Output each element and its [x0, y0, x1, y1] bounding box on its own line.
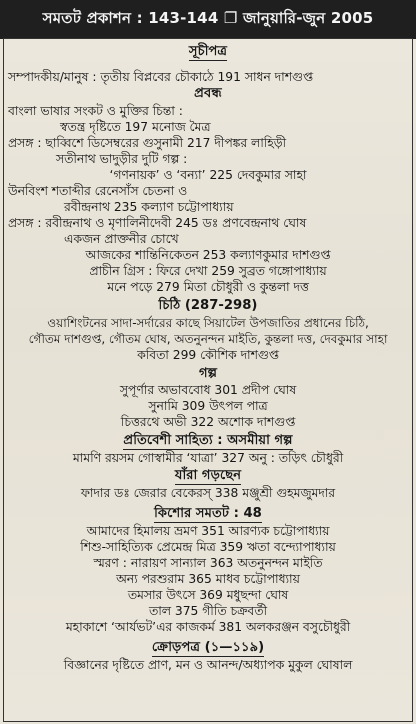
- prabandha-line-5: ‘গণনায়ক’ ও ‘বন্যা’ 225 দেবকুমার সাহা: [109, 168, 307, 182]
- golpo-line-2: সুনামি 309 উৎপল পাত্র: [148, 399, 268, 413]
- journal-header-text: সমতট প্রকাশন : 143-144 ❐ জানুয়ারি-জুন 2005: [42, 9, 374, 27]
- prabandha-line-9: একজন প্রাক্তনীর চোখে: [64, 232, 179, 246]
- prabandha-line-10: আজকের শান্তিনিকেতন 253 কল্যাণকুমার দাশগুপ্ত: [85, 248, 331, 262]
- chithi-line-3: কবিতা 299 কৌশিক দাশগুপ্ত: [137, 348, 279, 362]
- section-prativeshi-text: প্রতিবেশী সাহিত্য : অসমীয়া গল্প: [123, 433, 293, 448]
- toc-content: [0, 42, 416, 673]
- chithi-line-2: গৌতম দাশগুপ্ত, গৌতম ঘোষ, অতনুনন্দন মাইতি, কুন্তলা দত্ত, দেবকুমার সাহা: [28, 332, 388, 346]
- section-jara-text: যাঁরা গড়ছেন: [174, 468, 242, 483]
- golpo-line-3: চিত্তরথে অভী 322 অশোক দাশগুপ্ত: [120, 415, 296, 429]
- prativeshi-line-1: মামণি রয়সম গোস্বামীর ‘যাত্রা’ 327 অনু : তড়িৎ চৌধুরী: [72, 451, 344, 465]
- section-prabandha: প্রবন্ধ: [194, 86, 222, 101]
- section-kishore-text: কিশোর সমতট : 48: [154, 506, 262, 521]
- prabandha-line-8: প্রসঙ্গ : রবীন্দ্রনাথ ও মৃণালিনীদেবী 245 ডঃ প্রণবেন্দ্রনাথ ঘোষ: [8, 216, 307, 230]
- chithi-line-1: ওয়াশিংটনের সাদা-সর্দারের কাছে সিয়াটেল উপজাতির প্রধানের চিঠি,: [47, 316, 369, 330]
- prabandha-line-1: বাংলা ভাষার সংকট ও মুক্তির চিন্তা :: [8, 104, 183, 118]
- prabandha-line-4: সতীনাথ ভাদুড়ীর দুটি গল্প :: [56, 152, 188, 166]
- section-chithi: চিঠি (287-298): [158, 298, 258, 313]
- prabandha-line-12: মনে পড়ে 279 মিতা চৌধুরী ও কুন্তলা দত্ত: [107, 280, 309, 294]
- prabandha-line-6: উনবিংশ শতাব্দীর রেনেসাঁস চেতনা ও: [8, 184, 188, 198]
- kishore-line-1: আমাদের হিমালয় ভ্রমণ 351 আরণ্যক চট্টোপাধ্যায়: [86, 524, 330, 538]
- prabandha-line-11: প্রাচীন গ্রিস : ফিরে দেখা 259 সুব্রত গঙ্গোপাধ্যায়: [89, 264, 327, 278]
- section-krodpatra-text: ক্রোড়পত্র (১—১১৯): [151, 640, 265, 655]
- prabandha-line-3: প্রসঙ্গ : ছাব্বিশে ডিসেম্বরের গুসুনামী 217 দীপঙ্কর লাহিড়ী: [8, 136, 287, 150]
- kishore-line-2: শিশু-সাহিত্যিক প্রেমেন্দ্র মিত্র 359 ঋতা বন্দ্যোপাধ্যায়: [80, 540, 336, 554]
- section-prativeshi: [0, 432, 416, 450]
- kishore-line-3: স্মরণ : নারায়ণ সান্যাল 363 অতনুনন্দন মাইতি: [93, 556, 323, 570]
- prabandha-line-7: রবীন্দ্রনাথ 235 কল্যাণ চট্টোপাধ্যায়: [64, 200, 234, 214]
- section-kishore: [0, 505, 416, 523]
- krodpatra-line-1: বিজ্ঞানের দৃষ্টিতে প্রাণ, মন ও আনন্দ/অধ্যাপক মুকুল ঘোষাল: [63, 658, 353, 672]
- kishore-line-7: মহাকাশে ‘আর্যভট’এর কাজকর্ম 381 অলকরঞ্জন বসুচৌধুরী: [65, 620, 351, 634]
- jara-line-1: ফাদার ডঃ জেরার বেকেরস্ 338 মঞ্জুশ্রী গুহমজুমদার: [80, 486, 336, 500]
- kishore-line-5: তমসার উৎসে 369 মধুছন্দা ঘোষ: [127, 588, 289, 602]
- section-krodpatra: [0, 639, 416, 657]
- section-jara: [0, 467, 416, 485]
- prabandha-line-2: স্বতন্ত্র দৃষ্টিতে 197 মনোজ মৈত্র: [60, 120, 211, 134]
- kishore-line-6: তাল 375 গীতি চক্রবর্তী: [149, 604, 267, 618]
- intro-line: সম্পাদকীয়/মানুষ : তৃতীয় বিপ্লবের চৌকাঠে 191 সাধন দাশগুপ্ত: [8, 70, 313, 84]
- toc-title-text: সূচীপত্র: [188, 44, 228, 59]
- section-golpo: গল্প: [198, 366, 218, 381]
- kishore-line-4: অন্য পরশুরাম 365 মাধব চট্টোপাধ্যায়: [116, 572, 300, 586]
- journal-header-band: [0, 0, 416, 39]
- golpo-line-1: সুপূর্ণার অভাববোধ 301 প্রদীপ ঘোষ: [119, 383, 297, 397]
- toc-title: [0, 43, 416, 61]
